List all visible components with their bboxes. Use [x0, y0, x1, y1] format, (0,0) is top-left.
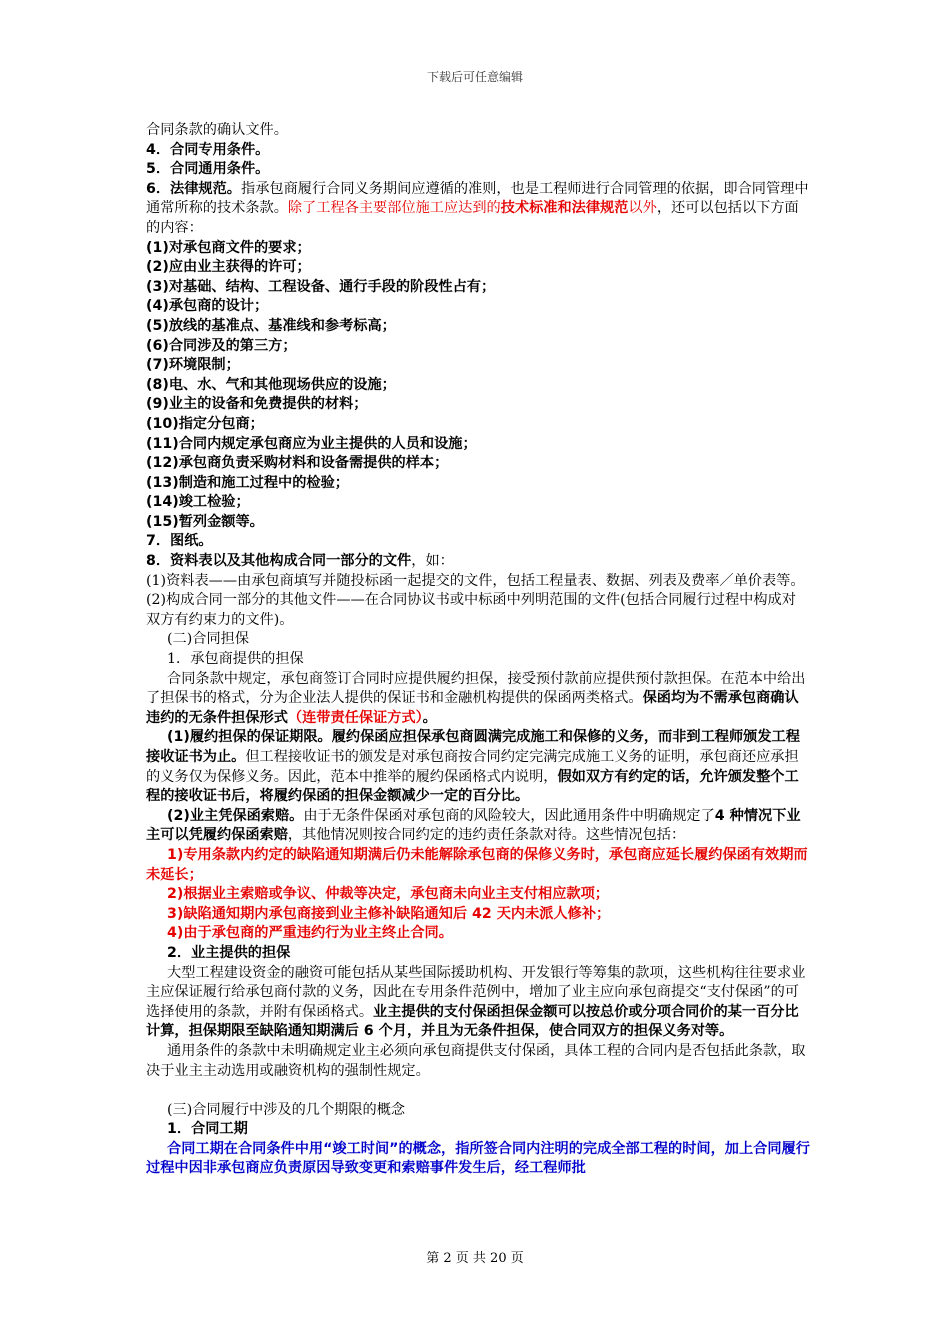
bold-span: 。	[422, 709, 437, 726]
paragraph: (2)构成合同一部分的其他文件——在合同协议书或中标函中列明范围的文件(包括合同履行过程中构成对双方有约束力的文件)。	[146, 592, 796, 628]
subsection-heading: 1．承包商提供的担保	[167, 651, 304, 668]
text-span: ，如：	[411, 553, 454, 570]
condition-item: 4)由于承包商的严重违约行为业主终止合同。	[167, 925, 453, 942]
subsection-heading: 2．业主提供的担保	[167, 944, 291, 961]
condition-item: 2)根据业主索赔或争议、仲裁等决定，承包商未向业主支付相应款项；	[167, 886, 609, 903]
bold-span: 4 种情况下业主可以凭履约保函索赔	[146, 807, 801, 844]
page-header: 下载后可任意编辑	[426, 70, 523, 84]
list-item: (10)指定分包商；	[146, 415, 264, 432]
bold-span: (2)业主凭保函索赔。	[167, 807, 304, 824]
paragraph-legal-norms	[146, 180, 810, 239]
paragraph	[146, 728, 810, 806]
bold-span: 业主提供的支付保函担保金额可以按总价或分项合同价的某一百分比计算，担保期限至缺陷通知期满后 6 个月，并且为无条件担保，使合同双方的担保义务对等。	[146, 1003, 799, 1040]
list-item: (6)合同涉及的第三方；	[146, 337, 297, 354]
list-item: (2)应由业主获得的许可；	[146, 259, 311, 276]
list-item: (4)承包商的设计；	[146, 298, 269, 315]
spacer	[146, 1081, 810, 1101]
paragraph-highlight: 合同工期在合同条件中用“竣工时间”的概念，指所签合同内注明的完成全部工程的时间，加上合同履行过程中因非承包商应负责原因导致变更和索赔事件发生后，经工程师批	[146, 1140, 810, 1177]
list-item: (9)业主的设备和免费提供的材料；	[146, 396, 368, 413]
heading-span: 6．法律规范。	[146, 180, 241, 197]
list-item: (13)制造和施工过程中的检验；	[146, 474, 349, 491]
text-line: 合同条款的确认文件。	[146, 122, 288, 138]
list-item: (15)暂列金额等。	[146, 513, 264, 530]
list-item: (11)合同内规定承包商应为业主提供的人员和设施；	[146, 435, 477, 452]
highlight-span: 除了工程各主要部位施工应达到的	[287, 200, 501, 217]
paragraph	[146, 964, 810, 1042]
condition-item: 1)专用条款内约定的缺陷通知期满后仍未能解除承包商的保修义务时，承包商应延长履约保函有效期而未延长；	[146, 846, 808, 883]
item-list	[146, 239, 810, 533]
page-footer: 第 2 页 共 20 页	[426, 1251, 524, 1266]
text-span: 由于无条件保函对承包商的风险较大，因此通用条件中明确规定了	[303, 807, 715, 824]
list-heading: 4．合同专用条件。	[146, 141, 270, 158]
condition-item: 3)缺陷通知期内承包商接到业主修补缺陷通知后 42 天内未派人修补；	[167, 905, 611, 922]
section-heading: (三)合同履行中涉及的几个期限的概念	[167, 1101, 406, 1118]
bold-span: 保函均为不需承包商确认违约的无条件担保形式	[146, 690, 799, 726]
text-span: ，还可以包括以下方面的内容：	[146, 200, 799, 236]
text-span: 合同条款中规定，承包商签订合同时应提供履约担保，接受预付款前应提供预付款担保。在范本中给出了担保书的格式，分为企业法人提供的保证书和金融机构提供的保函两类格式。	[146, 670, 806, 707]
paragraph: 通用条件的条款中未明确规定业主必须向承包商提供支付保函，具体工程的合同内是否包括此条款，取决于业主主动选用或融资机构的强制性规定。	[146, 1042, 806, 1079]
text-span: 但工程接收证书的颁发是对承包商按合同约定完满完成施工义务的证明，承包商还应承担的义务仅为保修义务。因此，范本中推举的履约保函格式内说明，	[146, 749, 799, 785]
paragraph: (1)资料表——由承包商填写并随投标函一起提交的文件，包括工程量表、数据、列表及费率／单价表等。	[146, 572, 805, 589]
highlight-bold-span: 技术标准和法律规范	[500, 200, 629, 217]
subsection-heading: 1．合同工期	[167, 1121, 248, 1138]
document-body	[146, 121, 810, 1179]
list-item: (8)电、水、气和其他现场供应的设施；	[146, 376, 396, 393]
text-span: ，其他情况则按合同约定的违约责任条款对待。这些情况包括：	[287, 827, 686, 844]
list-heading: 7．图纸。	[146, 533, 213, 550]
list-heading: 5．合同通用条件。	[146, 161, 270, 178]
text-line	[146, 552, 810, 572]
highlight-span: 以外	[628, 200, 657, 217]
list-item: (3)对基础、结构、工程设备、通行手段的阶段性占有；	[146, 278, 496, 295]
paragraph	[146, 670, 810, 729]
list-item: (14)竣工检验；	[146, 494, 250, 511]
text-span: 指承包商履行合同义务期间应遵循的准则，也是工程师进行合同管理的依据，即合同管理中通常所称的技术条款。	[146, 180, 809, 217]
list-item: (7)环境限制；	[146, 357, 240, 374]
heading-span: 8．资料表以及其他构成合同一部分的文件	[146, 553, 412, 570]
highlight-bold-span: （连带责任保证方式）	[287, 709, 423, 726]
paragraph	[146, 807, 810, 846]
list-item: (1)对承包商文件的要求；	[146, 239, 311, 256]
bold-span: 假如双方有约定的话，允许颁发整个工程的接收证书后，将履约保函的担保金额减少一定的百分比。	[146, 768, 799, 805]
text-span: 大型工程建设资金的融资可能包括从某些国际援助机构、开发银行等筹集的款项，这些机构往往要求业主应保证履行给承包商付款的义务，因此在专用条件范例中，增加了业主应向承包商提交“支付保函”的可选择使用的条款，并附有保函格式。	[146, 964, 806, 1020]
section-heading: (二)合同担保	[167, 631, 250, 648]
list-item: (5)放线的基准点、基准线和参考标高；	[146, 317, 396, 334]
list-item: (12)承包商负责采购材料和设备需提供的样本；	[146, 455, 449, 472]
bold-span: (1)履约担保的保证期限。履约保函应担保承包商圆满完成施工和保修的义务，而非到工程师颁发工程接收证书为止。	[146, 729, 800, 765]
